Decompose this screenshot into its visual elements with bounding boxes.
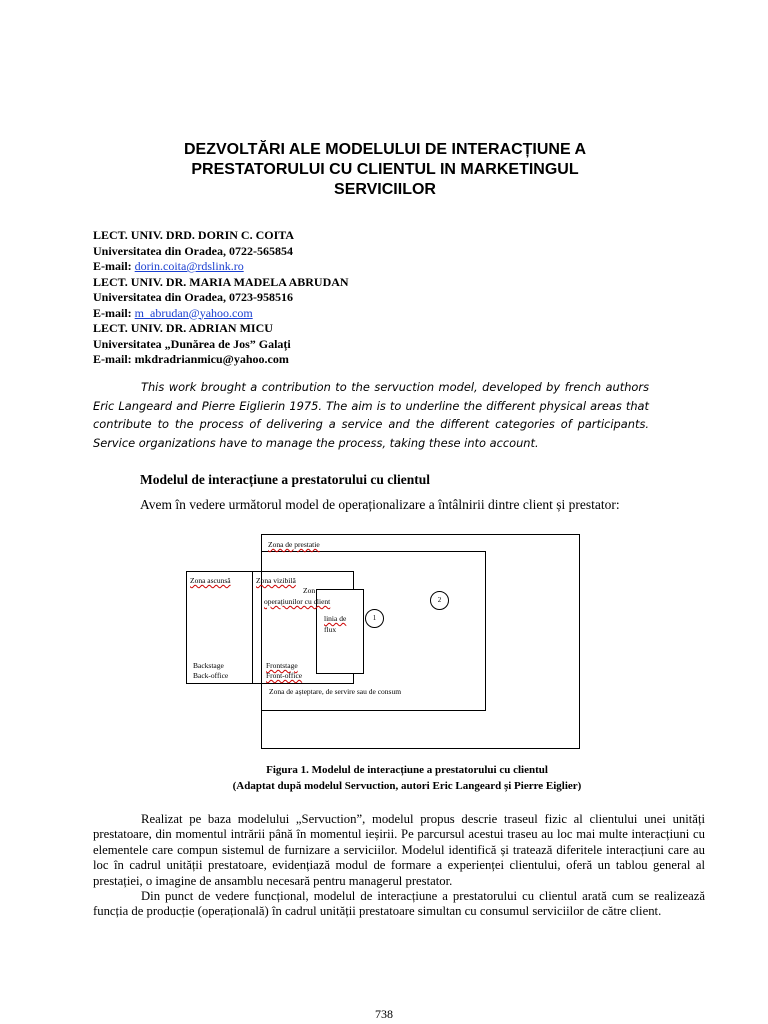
page-number: 738: [375, 1007, 393, 1021]
body-text: [93, 812, 705, 920]
author-3-affiliation: Universitatea „Dunărea de Jos” Galați: [93, 336, 291, 351]
caption-line-2: (Adaptat după modelul Servuction, autori Eric Langeard și Pierre Eiglier): [232, 780, 582, 792]
author-2-affiliation: Universitatea din Oradea, 0723-958516: [93, 290, 293, 304]
paper-title: [120, 140, 650, 200]
zona-asteptare-label: Zona de așteptare, de servire sau de consum: [269, 687, 402, 696]
author-3-email-line: E-mail: mkdradrianmicu@yahoo.com: [93, 352, 289, 366]
paragraph-2: Din punct de vedere funcțional, modelul de interacțiune a prestatorului cu clientul arată cum se realizează funcția de producție (operațională) în cadrul unității prestatoare simultan cu consumul serviciilor de către client.: [93, 889, 705, 919]
zone-divider: [252, 571, 253, 684]
figure-caption: [93, 762, 721, 794]
email-label: E-mail:: [93, 305, 135, 320]
title-line-2: PRESTATORULUI CU CLIENTUL IN MARKETINGUL: [191, 161, 579, 178]
author-1-affiliation: Universitatea din Oradea, 0722-565854: [93, 243, 293, 258]
zona-ascunsa-label: Zona ascunsă: [190, 576, 231, 585]
author-3-name: LECT. UNIV. DR. ADRIAN MICU: [93, 321, 273, 335]
section-heading: Modelul de interacțiune a prestatorului cu clientul: [140, 472, 430, 487]
title-line-1: DEZVOLTĂRI ALE MODELULUI DE INTERACȚIUNE A: [183, 141, 587, 158]
title-line-3: SERVICIILOR: [334, 181, 436, 198]
frontstage-label: Frontstage: [266, 661, 298, 670]
author-1-name: LECT. UNIV. DRD. DORIN C. COITA: [93, 228, 295, 242]
caption-line-1: Figura 1. Modelul de interacțiune a prestatorului cu clientul: [266, 764, 548, 776]
linia-de-label: linia de: [324, 614, 347, 623]
zona-operatiuni-label: operațiunilor cu client: [264, 597, 331, 606]
paragraph-1: Realizat pe baza modelului „Servuction”, modelul propus descrie traseul fizic al clientului unei unități prestatoare, din momentul intrării până în momentul ieșirii. Pe parcursul acestui traseu au loc mai multe interacțiuni cu elementele care compun sistemul de furnizare a serviciilor. Modelul identifică și tratează diferitele interacțiuni care au loc în cadrul unității prestatoare, evidențiază modul de formare a experienței clientului, oferă un tablou general al prestației, o imagine de ansamblu necesară pentru managerul prestator.: [93, 812, 705, 888]
front-office-label: Front-office: [266, 671, 303, 680]
author-2-email-line: [93, 306, 349, 322]
email-label: E-mail:: [93, 259, 135, 273]
author-block: [93, 228, 349, 368]
section-intro: Avem în vedere următorul model de operaționalizare a întâlnirii dintre client și prestator:: [140, 497, 620, 512]
author-2-email-link[interactable]: m_abrudan@yahoo.com: [134, 305, 253, 320]
zona-prestatie-label: Zona de prestatie: [268, 540, 320, 549]
abstract: [93, 378, 649, 452]
backstage-label: Backstage: [193, 661, 224, 670]
zona-vizibila-label: Zona vizibilă: [256, 576, 296, 585]
author-1-email-line: [93, 259, 349, 275]
circle-marker-1: 1: [365, 609, 384, 628]
abstract-text: This work brought a contribution to the servuction model, developed by french authors Eric Langeard and Pierre Eiglierin 1975. The aim is to underline the different physical areas that contribute to the process of delivering a service and the different categories of participants. Service organizations have to manage the process, taking these into account.: [93, 380, 649, 450]
author-1-email-link[interactable]: dorin.coita@rdslink.ro: [134, 259, 244, 273]
author-2-name: LECT. UNIV. DR. MARIA MADELA ABRUDAN: [93, 274, 349, 289]
flux-label: flux: [324, 625, 337, 634]
zona-partial-label: Zon: [303, 586, 316, 595]
circle-marker-2: 2: [430, 591, 449, 610]
back-office-label: Back-office: [193, 671, 229, 680]
